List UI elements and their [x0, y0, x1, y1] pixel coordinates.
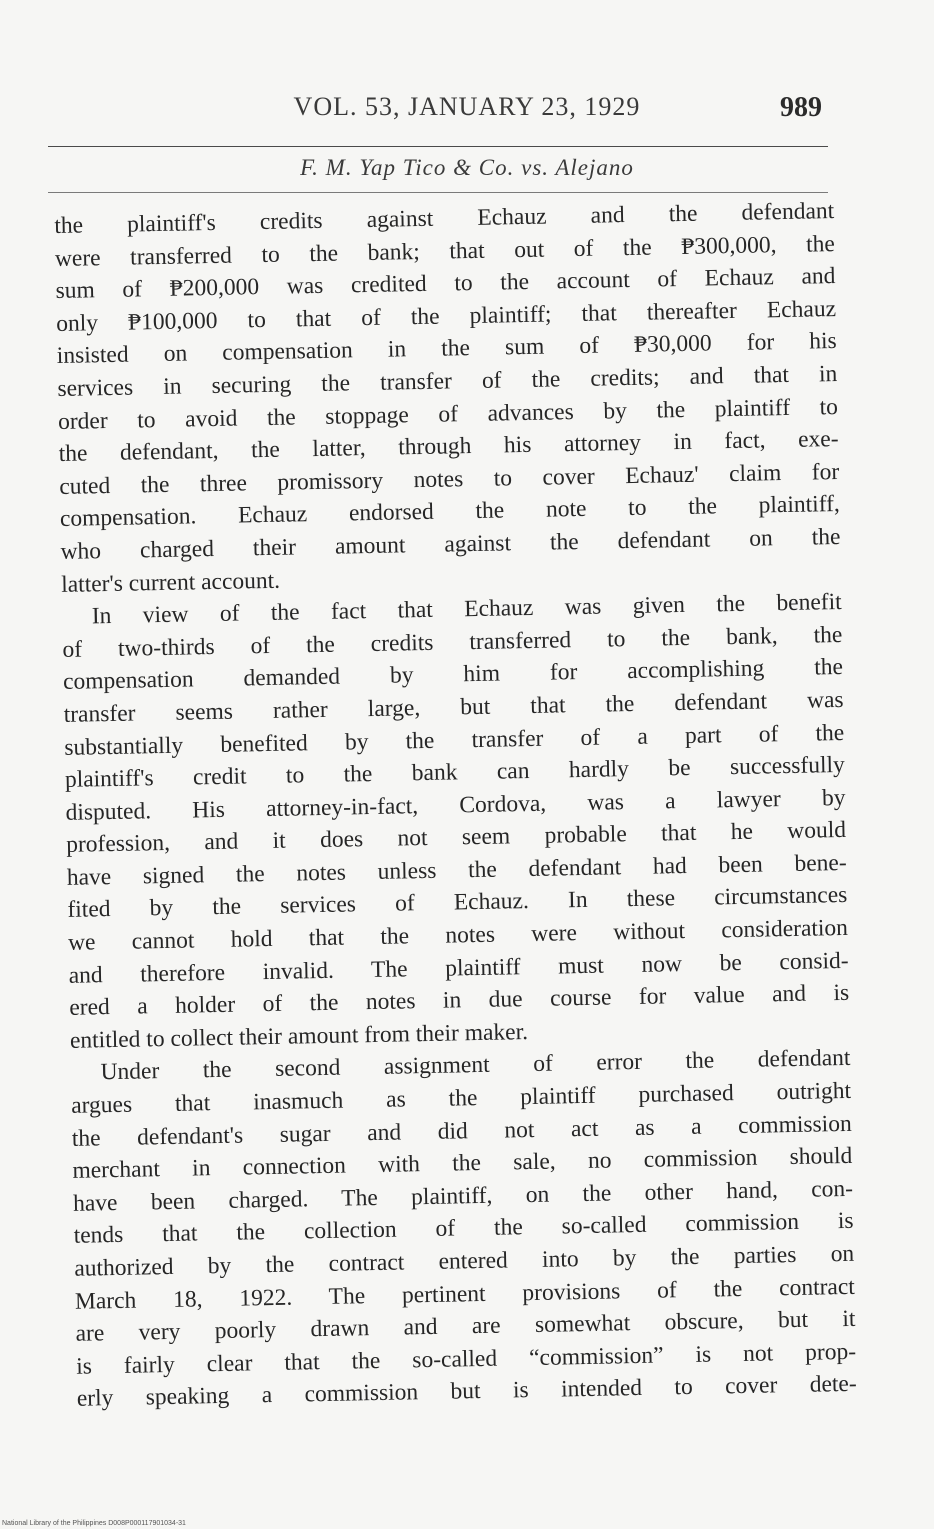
- text-line: were transferred to the bank; that out of the ₱300,000, the: [54, 230, 836, 272]
- header-rule-top: [48, 146, 828, 147]
- text-line: the defendant's sugar and did not act as a commission: [71, 1110, 852, 1152]
- running-head: [0, 92, 934, 132]
- paragraph-start-line: Under the second assignment of error the defendant: [100, 1045, 851, 1086]
- text-line: argues that inasmuch as the plaintiff purchased outright: [70, 1077, 852, 1119]
- text-line: profession, and it does not seem probable that he would: [65, 817, 847, 859]
- text-line: are very poorly drawn and are somewhat obscure, but it: [75, 1306, 856, 1347]
- text-line: services in securing the transfer of the credits; and that in: [57, 360, 838, 402]
- text-line: compensation. Echauz endorsed the note to the plaintiff,: [59, 491, 841, 533]
- text-line: transfer seems rather large, but that the defendant was: [63, 686, 844, 728]
- text-line: tends that the collection of the so-called commission is: [73, 1208, 854, 1250]
- text-line: erly speaking a commission but is intended to cover dete-: [76, 1371, 857, 1413]
- text-line: plaintiff's credit to the bank can hardly be successfully: [64, 752, 846, 793]
- text-line: order to avoid the stoppage of advances by the plaintiff to: [57, 393, 839, 435]
- text-line: is fairly clear that the so-called “commission” is not prop-: [75, 1338, 857, 1380]
- case-title: F. M. Yap Tico & Co. vs. Alejano: [300, 155, 634, 180]
- text-line: authorized by the contract entered into by the parties on: [74, 1240, 855, 1282]
- text-line: we cannot hold that the notes were without consideration: [67, 914, 849, 956]
- text-line: have signed the notes unless the defendant had been bene-: [66, 849, 847, 891]
- scan-source-footer: National Library of the Philippines D008P000117901034-31: [2, 1520, 186, 1527]
- text-line: have been charged. The plaintiff, on the other hand, con-: [72, 1175, 854, 1217]
- text-line: only ₱100,000 to that of the plaintiff; that thereafter Echauz: [55, 295, 837, 337]
- text-line: cuted the three promissory notes to cover Echauz' claim for: [59, 458, 840, 500]
- text-line: entitled to collect their amount from their maker.: [69, 1018, 529, 1054]
- text-line: March 18, 1922. The pertinent provisions of the contract: [74, 1273, 856, 1315]
- text-line: ered a holder of the notes in due course for value and is: [69, 980, 850, 1022]
- body-text: [54, 195, 857, 1416]
- text-line: the plaintiff's credits against Echauz and the defendant: [54, 198, 835, 239]
- volume-date-line: VOL. 53, JANUARY 23, 1929: [293, 92, 641, 121]
- text-line: disputed. His attorney-in-fact, Cordova, was a lawyer by: [65, 784, 846, 826]
- text-line: latter's current account.: [60, 567, 281, 598]
- text-line: of two-thirds of the credits transferred to the bank, the: [62, 621, 843, 663]
- text-line: sum of ₱200,000 was credited to the account of Echauz and: [55, 263, 836, 305]
- text-line: who charged their amount against the defendant on the: [60, 523, 841, 565]
- text-line: insisted on compensation in the sum of ₱30,000 for his: [56, 328, 837, 370]
- paragraph-start-line: In view of the fact that Echauz was given the benefit: [91, 589, 842, 630]
- text-line: and therefore invalid. The plaintiff must now be consid-: [68, 947, 849, 989]
- page-number: 989: [780, 92, 822, 123]
- text-line: substantially benefited by the transfer of a part of the: [64, 719, 845, 761]
- header-rule-bottom: [48, 192, 828, 193]
- text-line: compensation demanded by him for accomplishing the: [62, 654, 844, 696]
- text-line: merchant in connection with the sale, no commission should: [72, 1143, 853, 1185]
- text-line: fited by the services of Echauz. In these circumstances: [67, 882, 848, 924]
- text-line: the defendant, the latter, through his attorney in fact, exe-: [58, 426, 839, 468]
